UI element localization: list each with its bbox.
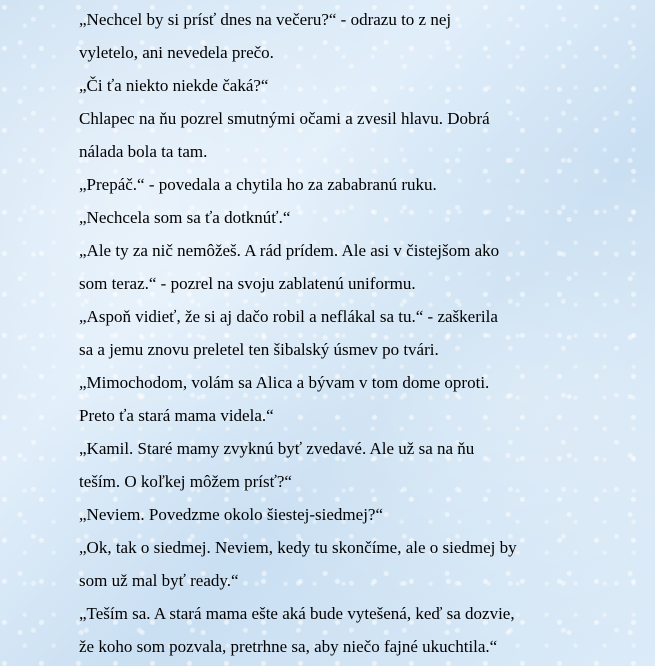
text-line-5: nálada bola ta tam. (79, 142, 208, 161)
text-line-9: som teraz.“ - pozrel na svoju zablatenú uniformu. (79, 274, 416, 293)
text-line-12: „Mimochodom, volám sa Alica a bývam v tom dome oproti. (79, 373, 490, 392)
text-line-7: „Nechcela som sa ťa dotknúť.“ (79, 208, 291, 227)
text-line-11: sa a jemu znovu preletel ten šibalský úsmev po tvári. (79, 340, 439, 359)
text-line-1: „Nechcel by si prísť dnes na večeru?“ - odrazu to z nej (79, 10, 452, 29)
text-line-20: že koho som pozvala, pretrhne sa, aby niečo fajné ukuchtila.“ (79, 637, 498, 656)
text-line-17: „Ok, tak o siedmej. Neviem, kedy tu skončíme, ale o siedmej by (79, 538, 517, 557)
text-line-13: Preto ťa stará mama videla.“ (79, 406, 274, 425)
text-line-14: „Kamil. Staré mamy zvyknú byť zvedavé. Ale už sa na ňu (79, 439, 475, 458)
text-line-18: som už mal byť ready.“ (79, 571, 239, 590)
text-line-6: „Prepáč.“ - povedala a chytila ho za zababranú ruku. (79, 175, 437, 194)
text-line-16: „Neviem. Povedzme okolo šiestej-siedmej?“ (79, 505, 384, 524)
text-line-4: Chlapec na ňu pozrel smutnými očami a zvesil hlavu. Dobrá (79, 109, 490, 128)
text-line-8: „Ale ty za nič nemôžeš. A rád prídem. Ale asi v čistejšom ako (79, 241, 500, 260)
text-line-3: „Či ťa niekto niekde čaká?“ (79, 76, 269, 95)
text-line-10: „Aspoň vidieť, že si aj dačo robil a neflákal sa tu.“ - zaškerila (79, 307, 498, 326)
text-line-15: teším. O koľkej môžem prísť?“ (79, 472, 292, 491)
text-line-2: vyletelo, ani nevedela prečo. (79, 43, 274, 62)
text-line-19: „Teším sa. A stará mama ešte aká bude vytešená, keď sa dozvie, (79, 604, 515, 623)
document-page (79, 0, 579, 663)
